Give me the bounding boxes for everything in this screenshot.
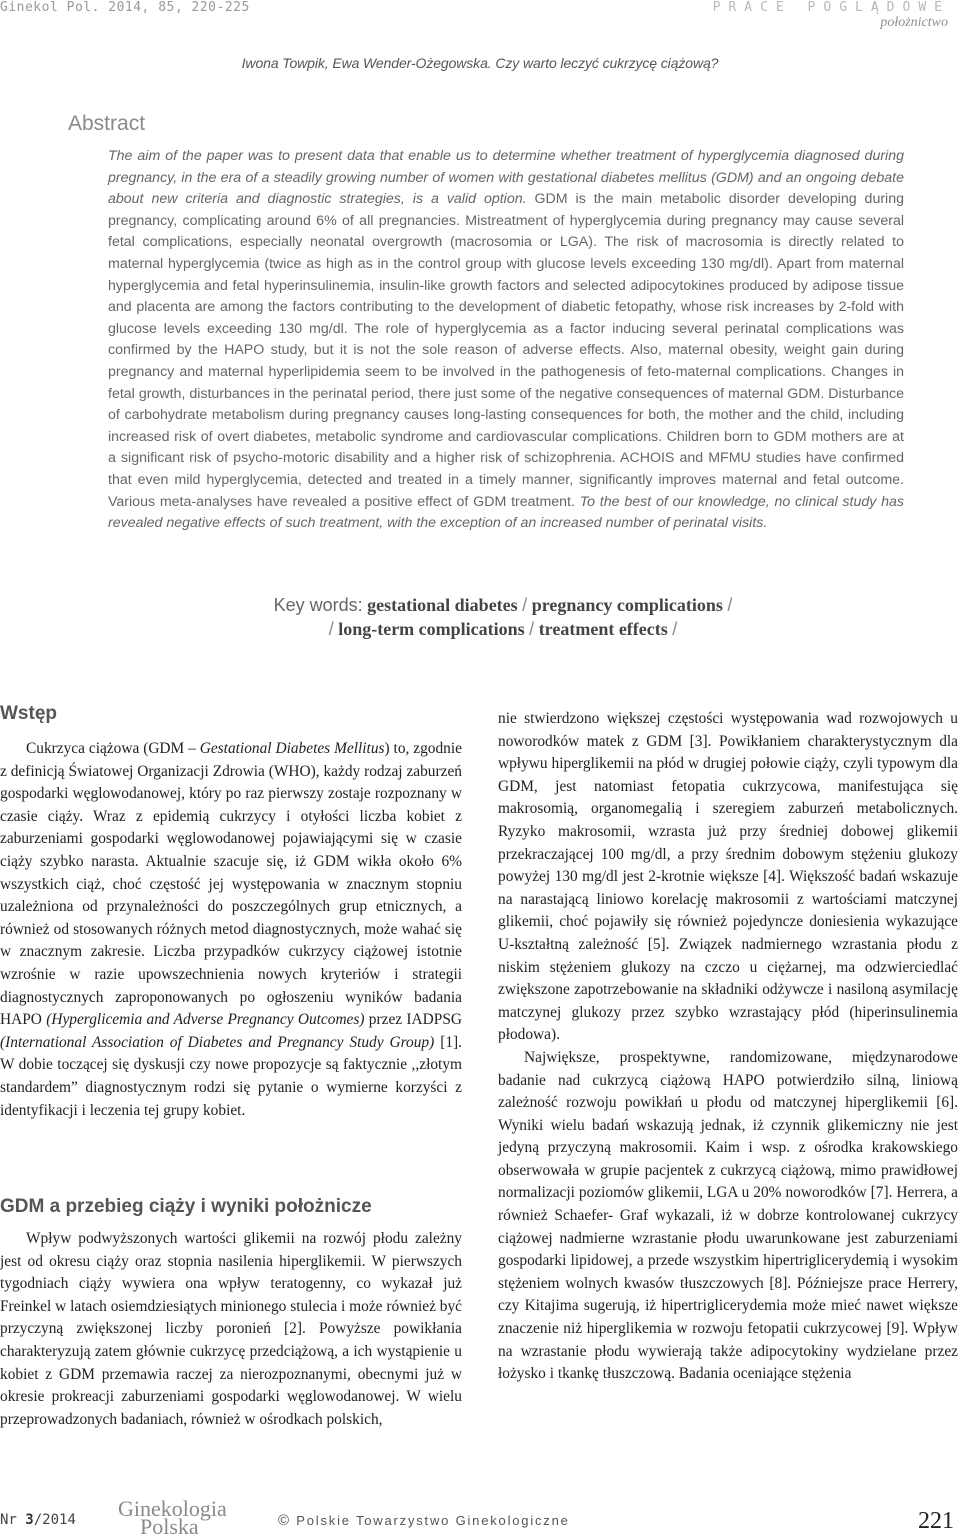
keywords-label: Key words: [273,595,363,615]
paragraph-right-2: Największe, prospektywne, randomizowane, międzynarodowe badanie nad cukrzycą ciążową HAPO potwierdziło silną, liniową zależność rozwoju powikłań u płodu od matczynej hiperglikemii [6]. Wyniki wielu badań wskazują jednak, iż czynnik glikemiczny nie jest jedyną przyczyną makrosomii. Kaim i wsp. z ośrodka krakowskiego obserwowała w grupie pacjentek z cukrzycą ciążową, mimo prawidłowej normalizacji poziomów glikemii, LGA u 20% noworodków [7]. Herrera, a również Schaefer- Graf wykazali, iż w dobrze kontrolowanej cukrzycy ciążowej nadmierne wzrastanie płodu uwarunkowane jest zaburzeniami gospodarki lipidowej, a przede wszystkim hipertriglicerydemią i wysokim stężeniem wolnych kwasów tłuszczowych [8]. Późniejsze prace Herrery, czy Kitajima sugerują, iż hipertriglicerydemia może mieć nawet większe znaczenie niż hiperglikemia w rozwoju fetopatii cukrzycowej [9]. Wpływ na wzrastanie płodu wywierają także adipocytokiny wydzielane przez łożysko i tkankę tłuszczową. Badania oceniające stężenia [498,1048,958,1383]
logo-line-2: Polska [140,1514,199,1539]
keyword-separator: / [522,595,528,615]
journal-reference: Ginekol Pol. 2014, 85, 220-225 [0,0,250,15]
keyword-2: pregnancy complications [531,595,723,615]
abstract-body [108,146,904,535]
footer-copyright [278,1512,570,1529]
issue-prefix: Nr [0,1512,26,1528]
journal-logo [118,1496,227,1539]
subsection-label: położnictwo [880,15,948,30]
paragraph-gdm: Wpływ podwyższonych wartości glikemii na rozwój płodu zależny jest od okresu ciąży oraz stopnia nasilenia hiperglikemii. W pierwszych tygodniach ciąży wywiera ona wpływ teratogenny, co wykazał już Freinkel w latach osiemdziesiątych minionego stulecia i może również być przyczyną zwiększonej liczby poronień [2]. Powyższe powikłania charakteryzują zatem głównie cukrzycę przedciążową, a ich wystąpienie u kobiet z GDM przemawia raczej za nierozpoznanymi, obecnymi już w okresie prokreacji zaburzeniami gospodarki węglowodanowej. W wielu przeprowadzonych badaniach, również w ośrodkach polskich, [0,1230,462,1428]
body-left-column-2 [0,1228,462,1431]
text-run: [1]. W dobie toczącej się dyskusji czy nowe propozycje są faktycznie ,,złotym standardem” diagnostycznym rodzi się pytanie o wymierne korzyści z identyfikacji i leczenia tej grupy kobiet. [0,1033,462,1119]
running-header: Iwona Towpik, Ewa Wender-Ożegowska. Czy warto leczyć cukrzycę ciążową? [241,55,719,71]
body-left-column [0,738,462,1122]
text-run: przez IADPSG [364,1011,462,1029]
keyword-4: treatment effects [538,619,668,639]
abstract-part-3: To the best of our knowledge, no clinical study has revealed negative effects of such treatment, with the exception of an increased number of perinatal visits. [108,493,905,532]
issue-number: 3 [25,1512,34,1528]
abstract-part-1: The aim of the paper was to present data that enable us to determine whether treatment of hyperglycemia diagnosed during pregnancy, in the era of a steadily growing number of women with gestational diabetes mellitus (GDM) and an ongoing debate about new criteria and diagnostic strategies, is a valid option. [108,148,904,208]
copyright-icon: © [278,1512,291,1529]
keyword-1: gestational diabetes [367,595,518,615]
keywords [108,593,898,641]
keyword-separator: / [672,619,678,639]
section-label: PRACE POGLĄDOWE [712,0,950,15]
paragraph-right-1: nie stwierdzono większej częstości występowania wad rozwojowych u noworodków matek z GDM [3]. Powikłaniem charakterystycznym dla wpływu hiperglikemii na płód w drugiej połowie ciąży, czyli typowym dla GDM, jest natomiast fetopatia cukrzycowa, manifestująca się makrosomią, organomegalią i szeregiem zaburzeń metabolicznych. Ryzyko makrosomii, wzrasta już przy średniej dobowej glikemii przekraczającej 100 mg/dl, a przy średnim dobowym stężeniu glukozy powyżej 130 mg/dl jest 2-krotnie większe [4]. Większość badań wskazuje na narastającą liniowo korelację makrosomii z wartościami matczynej glikemii, choć pojawiły się również pojedyncze doniesienia wykazujące U-kształtną zależność [5]. Związek nadmiernego wzrastania płodu z niskim stężeniem glukozy na czczo u ciężarnej, ma odzwierciedlać zwiększone zapotrzebowanie na składniki odżywcze i nasiloną asymilację matczynej glukozy przez szybko wzrastający płód (hiperinsulinemia płodowa). [498,710,958,1044]
abstract-heading: Abstract [68,112,146,135]
paragraph-wstep [0,738,462,1122]
footer-issue [0,1512,76,1528]
keyword-separator: / [727,595,733,615]
abstract-part-2: GDM is the main metabolic disorder developing during pregnancy, complicating around 6% of all pregnancies. Mistreatment of hyperglycemia during pregnancy may cause several fetal complications, especially neonatal overgrowth (macrosomia or LGA). The risk of macrosomia is directly related to maternal hyperglycemia (twice as high as in the control group with glucose levels exceeding 130 mg/dl). Apart from maternal hyperglycemia and fetal hyperinsulinemia, insulin-like growth factors and selected adipocytokines produced by adipose tissue and placenta are among the factors contributing to the development of diabetic fetopathy, whose risk increases by 2-fold with glucose levels exceeding 130 mg/dl. The role of hyperglycemia as a factor inducing several perinatal complications was confirmed by the HAPO study, but it is not the sole reason of adverse effects. Also, maternal obesity, weight gain during pregnancy and maternal hyperlipidemia seem to be involved in the pathogenesis of feto-maternal complications. Changes in fetal growth, disturbances in the perinatal period, there just some of the negative consequences of maternal GDM. Disturbance of carbohydrate metabolism during pregnancy causes long-lasting consequences for both, the mother and the child, including increased risk of overt diabetes, metabolic syndrome and cardiovascular complications. Children born to GDM mothers are at a significant risk of psycho-motoric disability and a higher risk of schizophrenia. ACHOIS and MFMU studies have confirmed that even mild hyperglycemia, detected and treated in a timely manner, significantly improves maternal and fetal outcome. Various meta-analyses have revealed a positive effect of GDM treatment. [108,191,904,510]
body-right-column [498,708,958,1386]
section-heading-gdm: GDM a przebieg ciąży i wyniki położnicze [0,1196,372,1217]
keyword-separator: / [529,619,535,639]
keyword-separator: / [328,619,334,639]
keyword-3: long-term complications [338,619,525,639]
text-run-italic: (International Association of Diabetes and Pregnancy Study Group) [0,1033,435,1051]
copyright-text: Polskie Towarzystwo Ginekologiczne [296,1513,570,1528]
issue-year: /2014 [33,1512,76,1528]
text-run: Cukrzyca ciążowa (GDM – [26,740,200,757]
logo-line-1: Ginekologia [118,1496,227,1521]
text-run: ) to, zgodnie z definicją Światowej Organizacji Zdrowia (WHO), każdy rodzaj zaburzeń gospodarki węglowodanowej, który po raz pierwszy zostaje rozpoznany w czasie ciąży. Wraz z epidemią cukrzycy i otyłości liczba kobiet z zaburzeniami gospodarki węglowodanowej pojawiającymi się w czasie ciąży szybko narasta. Aktualnie szacuje się, iż GDM wikła około 6% wszystkich ciąż, choć częstość jej występowania w znacznym stopniu uzależniona od przynależności do poszczególnych grup etnicznych, a również od stosowanych różnych metod diagnostycznych, może wahać się w znacznym zakresie. Liczba przypadków cukrzycy ciążowej istotnie wzrośnie w razie upowszechnienia nowych kryteriów i strategii diagnostycznych zaproponowanych po ogłoszeniu wyników badania HAPO [0,740,462,1029]
section-heading-wstep: Wstęp [0,703,57,724]
text-run-italic: (Hyperglicemia and Adverse Pregnancy Outcomes) [46,1011,365,1029]
page-number: 221 [918,1508,954,1534]
text-run-italic: Gestational Diabetes Mellitus [199,740,385,757]
